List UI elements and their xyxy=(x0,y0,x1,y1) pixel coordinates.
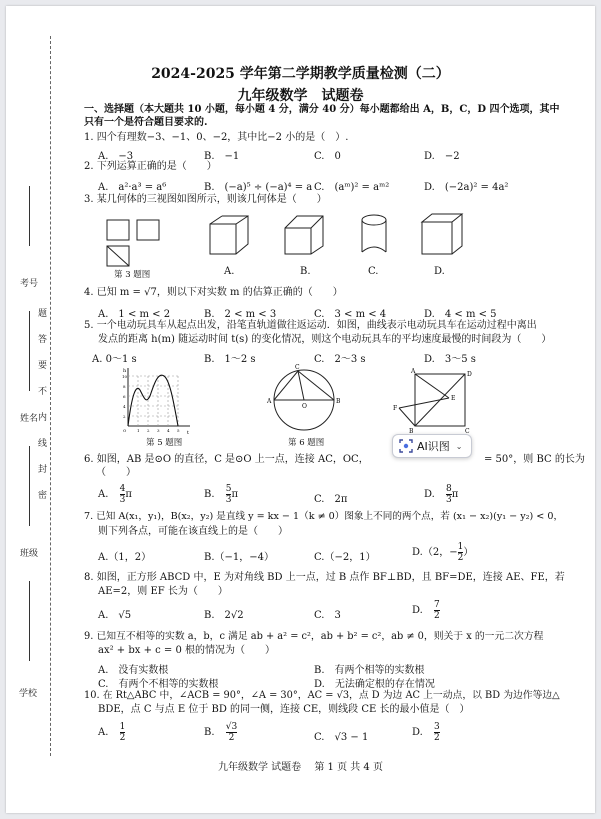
q9-option-a[interactable]: A. 没有实数根 xyxy=(98,665,169,676)
q8-line2: AE=2，则 EF 长为（ ） xyxy=(98,586,228,597)
q6-option-b[interactable]: B. $\frac{5}{3}$ π xyxy=(204,484,239,505)
exam-subtitle: 九年级数学 试题卷 xyxy=(237,88,364,104)
q3-option-c[interactable]: C. xyxy=(368,266,379,277)
g6-o: O xyxy=(302,403,307,410)
g5-origin: O xyxy=(123,428,127,433)
q4-option-c[interactable]: C. 3 < m < 4 xyxy=(314,309,387,320)
q4-option-b[interactable]: B. 2 < m < 3 xyxy=(204,309,277,320)
q4-stem: 4. 已知 m = √7，则以下对实数 m 的估算正确的（ ） xyxy=(84,287,343,298)
seal-char-8: 密 xyxy=(38,491,48,501)
q6-figure-caption: 第 6 题图 xyxy=(288,438,325,448)
exam-number-label: 考号 xyxy=(20,279,39,289)
q5-option-a[interactable]: A. 0～1 s xyxy=(92,354,137,365)
q3-option-a[interactable]: A. xyxy=(224,266,235,277)
q6-option-d[interactable]: D. $\frac{8}{3}$ π xyxy=(424,484,459,505)
chevron-down-icon: ⌄ xyxy=(455,441,463,451)
g8-b: B xyxy=(409,428,414,434)
g6-a: A xyxy=(267,398,272,405)
scan-icon xyxy=(399,439,413,453)
g8-e: E xyxy=(451,395,456,402)
q3-option-b[interactable]: B. xyxy=(300,266,311,277)
g5-y6: 6 xyxy=(123,394,126,399)
q4-option-a[interactable]: A. 1 < m < 2 xyxy=(98,309,171,320)
g6-c: C xyxy=(295,364,300,371)
g8-d: D xyxy=(467,371,472,378)
q3-solid-c xyxy=(356,212,396,260)
exam-title: 2024-2025 学年第二学期教学质量检测（二） xyxy=(151,66,450,82)
q1-option-d[interactable]: D. −2 xyxy=(424,151,460,162)
q10-line1: 10. 在 Rt△ABC 中，∠ACB = 90°，∠A = 30°，AC = √3，点 D 为边 AC 上一动点，以 BD 为边作等边△ xyxy=(84,690,560,701)
q6-circle-figure xyxy=(264,362,344,436)
g8-f: F xyxy=(393,405,398,412)
q10-option-d[interactable]: D. $\frac{3}{2}$ xyxy=(412,722,440,743)
q6-line1: 6. 如图，AB 是⊙O 的直径，C 是⊙O 上一点，连接 AC，OC， xyxy=(84,454,369,465)
seal-char-1: 题 xyxy=(38,309,48,319)
section-heading: 一、选择题（本大题共 10 小题，每小题 4 分，满分 40 分）每小题都给出 A，B，C，D 四个选项，其中 xyxy=(84,104,560,115)
q8-option-b[interactable]: B. 2√2 xyxy=(204,610,244,621)
q5-figure-caption: 第 5 题图 xyxy=(146,438,183,448)
q7-line2: 则下列各点，可能在该直线上的是（ ） xyxy=(98,526,288,537)
q5-option-d[interactable]: D. 3～5 s xyxy=(424,354,476,365)
q5-option-c[interactable]: C. 2～3 s xyxy=(314,354,366,365)
q3-three-view-figure xyxy=(101,214,171,269)
q5-option-b[interactable]: B. 1～2 s xyxy=(204,354,256,365)
q8-option-d[interactable]: D. $\frac{7}{2}$ xyxy=(412,600,440,621)
q5-line1: 5. 一个电动玩具车从起点出发，沿笔直轨道做往返运动．如图，曲线表示电动玩具车在运动过程中离出 xyxy=(84,320,537,331)
g6-b: B xyxy=(336,398,341,405)
q10-option-a[interactable]: A. $\frac{1}{2}$ xyxy=(98,722,126,743)
g5-t: t xyxy=(187,430,190,436)
q2-option-b[interactable]: B. (−a)⁵ ÷ (−a)⁴ = a xyxy=(204,182,313,193)
q3-solid-d xyxy=(418,212,468,260)
q3-stem: 3. 某几何体的三视图如图所示，则该几何体是（ ） xyxy=(84,194,327,205)
g5-h: h xyxy=(123,368,127,374)
q10-line2: BDE，点 C 与点 E 位于 BD 的同一侧，连接 CE，则线段 CE 长的最小值是（ ） xyxy=(98,704,470,715)
q2-option-a[interactable]: A. a²·a³ = a⁶ xyxy=(98,182,167,193)
q7-option-a[interactable]: A.（1，2） xyxy=(98,552,152,563)
q6-line1b: = 50°，则 BC 的长为 xyxy=(484,454,585,465)
q4-option-d[interactable]: D. 4 < m < 5 xyxy=(424,309,497,320)
q9-option-d[interactable]: D. 无法确定根的存在情况 xyxy=(314,679,435,690)
seal-char-2: 答 xyxy=(38,335,48,345)
page-footer: 九年级数学 试题卷 第 1 页 共 4 页 xyxy=(218,762,383,773)
g5-y4: 4 xyxy=(123,404,126,409)
ai-recognize-label: AI识图 xyxy=(417,440,450,453)
g5-x5: 5 xyxy=(177,428,180,433)
g5-y10: 10 xyxy=(122,374,128,379)
q8-option-a[interactable]: A. √5 xyxy=(98,610,132,621)
q1-option-b[interactable]: B. −1 xyxy=(204,151,240,162)
q8-option-c[interactable]: C. 3 xyxy=(314,610,341,621)
g8-a: A xyxy=(411,368,416,375)
q5-distance-time-graph xyxy=(114,364,194,436)
g5-y2: 2 xyxy=(123,414,126,419)
q10-option-b[interactable]: B. $\frac{√3}{2}$ xyxy=(204,722,238,743)
section-heading-2: 只有一个是符合题目要求的. xyxy=(84,117,208,128)
q7-line1: 7. 已知 A(x₁，y₁)，B(x₂，y₂) 是直线 y = kx − 1（k ≠ 0）图象上不同的两个点，若 (x₁ − x₂)(y₁ − y₂) < 0， xyxy=(84,511,564,522)
g5-x2: 2 xyxy=(147,428,150,433)
q5-line2: 发点的距离 h(m) 随运动时间 t(s) 的变化情况，则这个电动玩具车的平均速度最慢的时间段为（ ） xyxy=(98,334,552,345)
q3-solid-a xyxy=(206,214,256,258)
q1-option-c[interactable]: C. 0 xyxy=(314,151,341,162)
q9-line2: ax² + bx + c = 0 根的情况为（ ） xyxy=(98,645,276,656)
exam-paper xyxy=(6,6,595,813)
ai-recognize-button[interactable] xyxy=(392,434,472,458)
binding-dashed-line xyxy=(50,36,51,756)
g5-y8: 8 xyxy=(123,384,126,389)
school-label: 学校 xyxy=(19,689,38,699)
q3-solid-b xyxy=(281,214,331,258)
q8-line1: 8. 如图，正方形 ABCD 中，E 为对角线 BD 上一点，过 B 点作 BF⊥BD，且 BF=DE，连接 AE、FE，若 xyxy=(84,572,565,583)
seal-char-7: 封 xyxy=(38,465,48,475)
seal-char-4: 不 xyxy=(38,387,48,397)
seal-char-3: 要 xyxy=(38,361,48,371)
g5-x3: 3 xyxy=(157,428,160,433)
g5-x1: 1 xyxy=(137,428,140,433)
q7-option-d[interactable]: D.（2，− $\frac{1}{2}$ ） xyxy=(412,542,474,563)
q8-square-figure xyxy=(391,368,481,434)
q9-line1: 9. 已知互不相等的实数 a，b，c 满足 ab + a² = c²，ab + b² = c²，ab ≠ 0，则关于 x 的一元二次方程 xyxy=(84,631,544,642)
q2-stem: 2. 下列运算正确的是（ ） xyxy=(84,161,217,172)
name-label: 姓名 xyxy=(20,414,39,424)
q9-option-c[interactable]: C. 有两个不相等的实数根 xyxy=(98,679,219,690)
q7-option-b[interactable]: B.（−1，−4） xyxy=(204,552,275,563)
q1-option-a[interactable]: A. −3 xyxy=(98,151,134,162)
q3-option-d[interactable]: D. xyxy=(434,266,445,277)
q1-stem: 1. 四个有理数−3、−1、0、−2，其中比−2 小的是（ ）. xyxy=(84,132,349,143)
q3-figure-caption: 第 3 题图 xyxy=(114,270,151,280)
q7-option-c[interactable]: C.（−2，1） xyxy=(314,552,376,563)
g5-x4: 4 xyxy=(167,428,170,433)
seal-char-5: 内 xyxy=(38,413,48,423)
q6-option-a[interactable]: A. $\frac{4}{3}$ π xyxy=(98,484,132,505)
g8-c: C xyxy=(465,428,470,434)
q9-option-b[interactable]: B. 有两个相等的实数根 xyxy=(314,665,425,676)
q10-option-c[interactable]: C. √3 − 1 xyxy=(314,732,369,743)
q2-option-d[interactable]: D. (−2a)² = 4a² xyxy=(424,182,509,193)
q6-option-c[interactable]: C. 2π xyxy=(314,494,348,505)
q2-option-c[interactable]: C. (aᵐ)² = aᵐ² xyxy=(314,182,390,193)
seal-char-6: 线 xyxy=(38,439,48,449)
q6-line2: （ ） xyxy=(96,467,136,478)
class-label: 班级 xyxy=(20,549,39,559)
